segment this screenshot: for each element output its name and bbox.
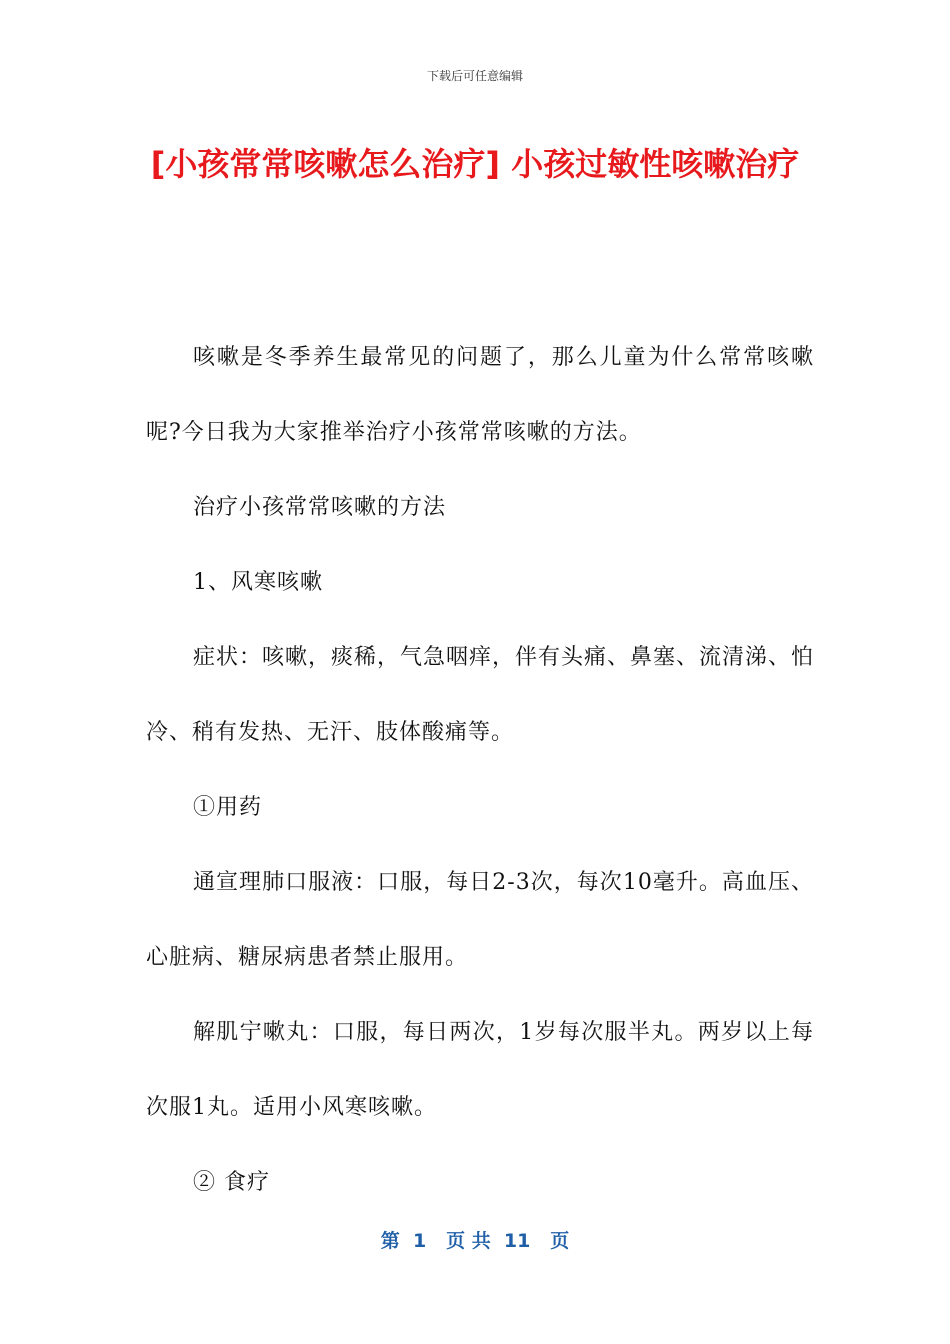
paragraph-symptoms: 症状：咳嗽，痰稀，气急咽痒，伴有头痛、鼻塞、流清涕、怕冷、稍有发热、无汗、肢体酸痛等。 — [146, 645, 815, 745]
paragraph-diet-heading: ② 食疗 — [193, 1170, 270, 1195]
paragraph-section-heading: 1、风寒咳嗽 — [193, 570, 323, 595]
page-header: 下载后可任意编辑 — [426, 69, 523, 83]
paragraph-intro: 咳嗽是冬季养生最常见的问题了，那么儿童为什么常常咳嗽呢?今日我为大家推举治疗小孩常常咳嗽的方法。 — [146, 345, 814, 445]
paragraph-medication-1: 通宣理肺口服液：口服，每日2-3次，每次10毫升。高血压、心脏病、糖尿病患者禁止服用。 — [146, 870, 814, 970]
page-footer: 第 1 页 共 11 页 — [380, 1230, 570, 1252]
document-body — [146, 320, 814, 1220]
document-title: [小孩常常咳嗽怎么治疗] 小孩过敏性咳嗽治疗 — [150, 145, 800, 183]
paragraph-methods-heading: 治疗小孩常常咳嗽的方法 — [193, 495, 447, 520]
paragraph-medication-2: 解肌宁嗽丸：口服，每日两次，1岁每次服半丸。两岁以上每次服1丸。适用小风寒咳嗽。 — [146, 1020, 814, 1120]
paragraph-medication-heading: ①用药 — [193, 795, 263, 820]
